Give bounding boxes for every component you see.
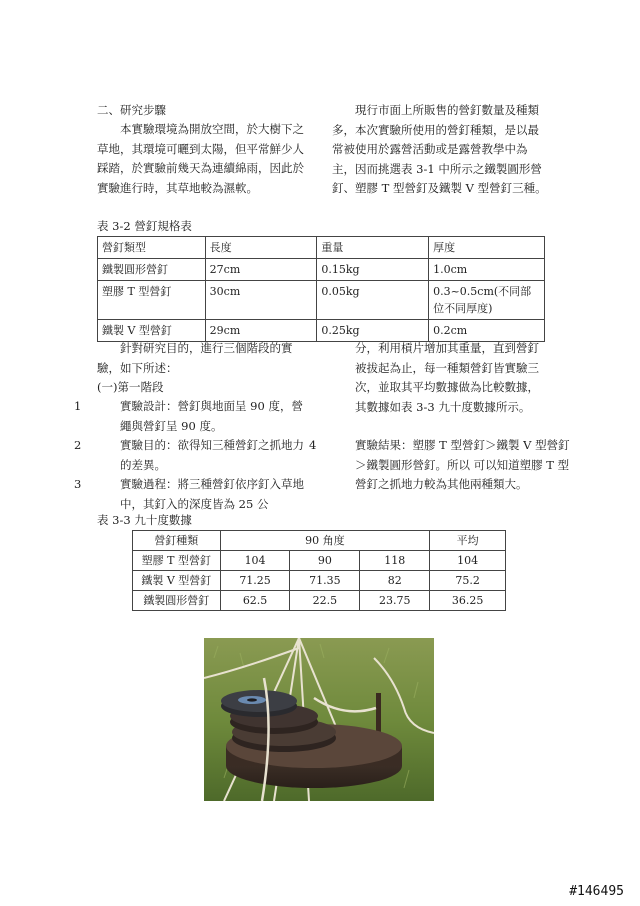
table-cell: 62.5 bbox=[220, 591, 290, 611]
stage-continuation: 分，利用槓片增加其重量，直到營釘被拔起為止，每一種類營釘皆實驗三次，並取其平均數據做為比較數據，其數據如表 3-3 九十度數據所示。 bbox=[355, 341, 539, 414]
stage-list bbox=[74, 397, 312, 514]
table-cell: 0.2cm bbox=[429, 320, 545, 342]
table-cell: 0.15kg bbox=[317, 259, 429, 281]
table-cell: 0.3~0.5cm(不同部位不同厚度) bbox=[429, 281, 545, 320]
table-cell: 104 bbox=[430, 551, 506, 571]
table-cell: 鐵製 V 型營釘 bbox=[98, 320, 206, 342]
table-cell: 75.2 bbox=[430, 571, 506, 591]
header-cell: 重量 bbox=[317, 237, 429, 259]
table-cell: 71.25 bbox=[220, 571, 290, 591]
table-3-2-caption: 表 3-2 營釘規格表 bbox=[97, 219, 192, 233]
table-cell: 22.5 bbox=[290, 591, 360, 611]
table-row bbox=[98, 259, 545, 281]
table-cell: 27cm bbox=[205, 259, 317, 281]
list-item: 2 實驗目的：欲得知三種營釘之抓地力的差異。 bbox=[74, 438, 304, 472]
table-row bbox=[133, 571, 506, 591]
table-header-row bbox=[98, 237, 545, 259]
table-row bbox=[133, 551, 506, 571]
header-cell: 平均 bbox=[430, 531, 506, 551]
list-item: 3 實驗過程：將三種營釘依序釘入草地中，其釘入的深度皆為 25 公 bbox=[74, 477, 304, 511]
table-3-2 bbox=[97, 236, 545, 342]
header-cell: 營釘類型 bbox=[98, 237, 206, 259]
table-row bbox=[98, 281, 545, 320]
header-cell: 90 角度 bbox=[220, 531, 430, 551]
list-item: 1 實驗設計：營釘與地面呈 90 度，營繩與營釘呈 90 度。 bbox=[74, 399, 303, 433]
header-cell: 長度 bbox=[205, 237, 317, 259]
right-paragraph: 現行市面上所販售的營釘數量及種類多，本次實驗所使用的營釘種類，是以最常被使用於露營活動或是露營教學中為主，因而挑選表 3-1 中所示之鐵製圓形營釘、塑膠 T 型營釘及鐵製 V 型營釘三種。 bbox=[332, 103, 547, 195]
table-cell: 0.25kg bbox=[317, 320, 429, 342]
header-cell: 營釘種類 bbox=[133, 531, 221, 551]
table-cell: 鐵製圓形營釘 bbox=[98, 259, 206, 281]
stage-title: (一)第一階段 bbox=[97, 380, 164, 394]
document-id: #146495 bbox=[569, 884, 624, 899]
table-cell: 104 bbox=[220, 551, 290, 571]
table-3-3 bbox=[132, 530, 506, 611]
table-cell: 塑膠 T 型營釘 bbox=[133, 551, 221, 571]
table-cell: 36.25 bbox=[430, 591, 506, 611]
stage-intro: 針對研究目的，進行三個階段的實驗，如下所述： bbox=[97, 341, 293, 375]
table-cell: 鐵製 V 型營釘 bbox=[133, 571, 221, 591]
table-cell: 0.05kg bbox=[317, 281, 429, 320]
table-cell: 塑膠 T 型營釘 bbox=[98, 281, 206, 320]
table-cell: 82 bbox=[360, 571, 430, 591]
table-cell: 23.75 bbox=[360, 591, 430, 611]
header-cell: 厚度 bbox=[429, 237, 545, 259]
experiment-photo bbox=[204, 638, 434, 801]
table-cell: 118 bbox=[360, 551, 430, 571]
table-cell: 30cm bbox=[205, 281, 317, 320]
table-cell: 鐵製圓形營釘 bbox=[133, 591, 221, 611]
list-item: 4 實驗結果：塑膠 T 型營釘＞鐵製 V 型營釘＞鐵製圓形營釘。所以 可以知道塑膠 T 型營釘之抓地力較為其他兩種類大。 bbox=[309, 438, 570, 491]
table-cell: 90 bbox=[290, 551, 360, 571]
section-heading: 二、研究步驟 bbox=[97, 103, 166, 117]
table-cell: 1.0cm bbox=[429, 259, 545, 281]
left-paragraph: 本實驗環境為開放空間，於大樹下之草地，其環境可曬到太陽，但平常鮮少人踩踏，於實驗前幾天為連續綿雨，因此於實驗進行時，其草地較為濕軟。 bbox=[97, 122, 304, 195]
table-row bbox=[133, 591, 506, 611]
table-header-row bbox=[133, 531, 506, 551]
table-3-3-caption: 表 3-3 九十度數據 bbox=[97, 513, 192, 527]
table-cell: 71.35 bbox=[290, 571, 360, 591]
table-cell: 29cm bbox=[205, 320, 317, 342]
